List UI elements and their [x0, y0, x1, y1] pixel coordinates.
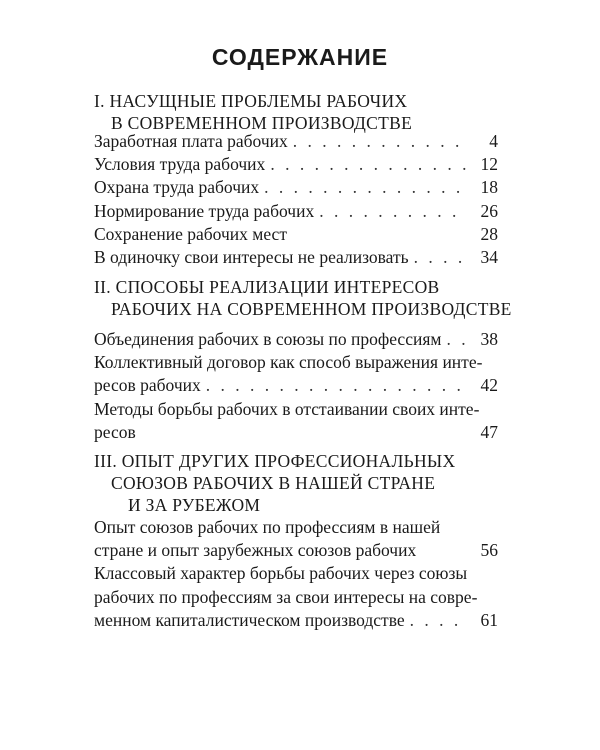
section-heading-line: РАБОЧИХ НА СОВРЕМЕННОМ ПРОИЗВОДСТВЕ	[111, 299, 512, 319]
page-number: 56	[480, 540, 498, 561]
section-heading-line: СОЮЗОВ РАБОЧИХ В НАШЕЙ СТРАНЕ	[111, 473, 436, 493]
section-1-heading	[94, 90, 534, 134]
entry-text: ресов	[94, 421, 136, 442]
toc-entry[interactable]	[94, 516, 498, 562]
page-number: 12	[480, 154, 498, 175]
page-title: СОДЕРЖАНИЕ	[211, 44, 389, 70]
toc-entry[interactable]	[94, 130, 498, 153]
toc-entry[interactable]	[94, 153, 498, 176]
dot-leader	[414, 246, 466, 269]
page-number: 42	[480, 375, 498, 396]
dot-leader	[206, 374, 466, 397]
entry-text: Охрана труда рабочих	[94, 177, 260, 198]
toc-entry[interactable]	[94, 176, 498, 199]
dot-leader	[319, 200, 466, 223]
section-heading-line: III. ОПЫТ ДРУГИХ ПРОФЕССИОНАЛЬНЫХ	[94, 451, 456, 471]
section-3-heading	[94, 450, 534, 516]
entry-text: Условия труда рабочих	[94, 154, 266, 175]
section-3-entries	[94, 516, 498, 632]
section-2-entries	[94, 328, 498, 444]
page-number: 47	[480, 421, 498, 442]
section-heading-line: I. НАСУЩНЫЕ ПРОБЛЕМЫ РАБОЧИХ	[94, 91, 408, 111]
entry-text: Нормирование труда рабочих	[94, 200, 315, 221]
toc-entry[interactable]	[94, 398, 498, 444]
page-number: 38	[480, 329, 498, 349]
section-1-entries	[94, 130, 498, 269]
page-number: 61	[480, 609, 498, 630]
entry-text: В одиночку свои интересы не реализовать	[94, 247, 409, 268]
entry-text: менном капиталистическом производстве	[94, 609, 405, 630]
section-heading-line: II. СПОСОБЫ РЕАЛИЗАЦИИ ИНТЕРЕСОВ	[94, 277, 440, 297]
section-heading-line: В СОВРЕМЕННОМ ПРОИЗВОДСТВЕ	[111, 113, 413, 133]
page-number: 28	[480, 223, 498, 244]
page-number: 26	[480, 200, 498, 221]
section-2-heading	[94, 276, 534, 320]
page-number: 18	[480, 177, 498, 198]
toc-entry[interactable]	[94, 200, 498, 223]
entry-text: Опыт союзов рабочих по профессиям в нашей	[94, 517, 441, 537]
toc-entry[interactable]	[94, 328, 498, 351]
section-heading-line: И ЗА РУБЕЖОМ	[128, 495, 261, 515]
entry-text: Сохранение рабочих мест	[94, 223, 287, 244]
entry-text: Заработная плата рабочих	[94, 131, 288, 151]
entry-text: Методы борьбы рабочих в отстаивании своих инте-	[94, 398, 480, 419]
entry-text: Классовый характер борьбы рабочих через союзы	[94, 563, 468, 584]
page-number: 34	[480, 247, 498, 268]
toc-entry[interactable]	[94, 562, 498, 632]
toc-entry[interactable]	[94, 351, 498, 397]
dot-leader	[446, 328, 466, 351]
entry-text: стране и опыт зарубежных союзов рабочих	[94, 540, 417, 561]
entry-text: рабочих по профессиям за свои интересы на совре-	[94, 586, 478, 607]
page-number: 4	[489, 131, 498, 151]
entry-text: Объединения рабочих в союзы по профессиям	[94, 329, 442, 349]
dot-leader	[410, 609, 466, 632]
dot-leader	[264, 176, 466, 199]
dot-leader	[293, 130, 466, 153]
entry-text: Коллективный договор как способ выражения инте-	[94, 352, 483, 373]
dot-leader	[270, 153, 466, 176]
entry-text: ресов рабочих	[94, 375, 201, 396]
toc-entry[interactable]	[94, 246, 498, 269]
toc-entry[interactable]	[94, 223, 498, 246]
